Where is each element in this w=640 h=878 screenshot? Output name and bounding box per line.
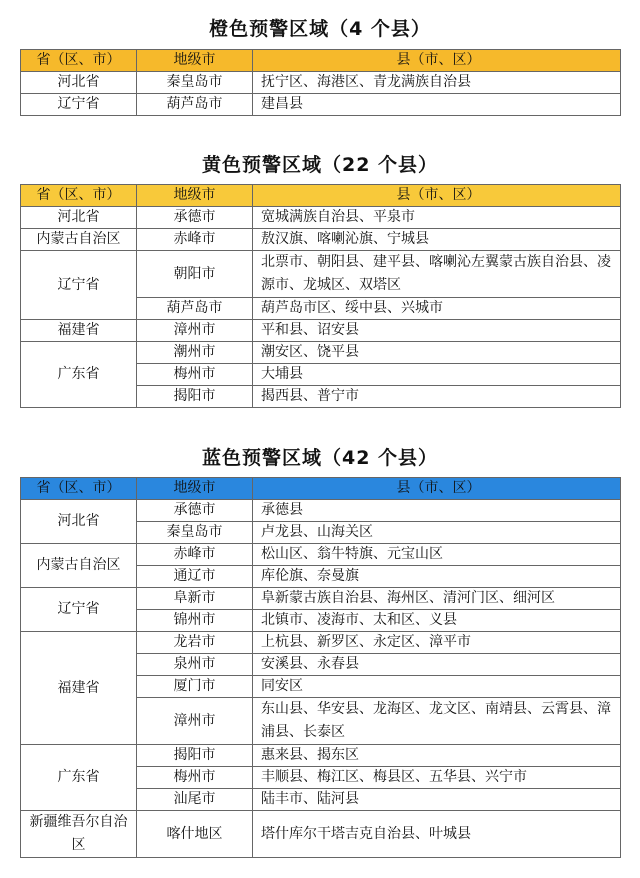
- county-cell: 安溪县、永春县: [253, 654, 621, 676]
- county-cell: 揭西县、普宁市: [253, 386, 621, 408]
- table-row: [21, 632, 621, 654]
- orange-section-title: 橙色预警区域（4 个县）: [209, 18, 431, 40]
- header-county: 县（市、区）: [253, 50, 621, 72]
- city-cell: 葫芦岛市: [137, 94, 253, 116]
- city-cell: 喀什地区: [137, 811, 253, 858]
- city-cell: 潮州市: [137, 342, 253, 364]
- city-cell: 龙岩市: [137, 632, 253, 654]
- province-cell: 内蒙古自治区: [21, 229, 137, 251]
- province-cell: 河北省: [21, 207, 137, 229]
- city-cell: 承德市: [137, 207, 253, 229]
- table-header-row: [21, 185, 621, 207]
- county-cell: 惠来县、揭东区: [253, 745, 621, 767]
- province-cell: 辽宁省: [21, 94, 137, 116]
- county-cell: 北镇市、凌海市、太和区、义县: [253, 610, 621, 632]
- table-row: [21, 544, 621, 566]
- city-cell: 揭阳市: [137, 745, 253, 767]
- county-cell: 北票市、朝阳县、建平县、喀喇沁左翼蒙古族自治县、凌源市、龙城区、双塔区: [253, 251, 621, 298]
- county-cell: 东山县、华安县、龙海区、龙文区、南靖县、云霄县、漳浦县、长泰区: [253, 698, 621, 745]
- province-cell: 河北省: [21, 72, 137, 94]
- table-header-row: [21, 478, 621, 500]
- table-row: [21, 229, 621, 251]
- city-cell: 揭阳市: [137, 386, 253, 408]
- yellow-section-title: 黄色预警区域（22 个县）: [201, 154, 439, 176]
- orange-warning-table: [20, 49, 621, 116]
- province-cell: 广东省: [21, 342, 137, 408]
- blue-warning-table: [20, 477, 621, 858]
- header-province: 省（区、市）: [21, 50, 137, 72]
- city-cell: 漳州市: [137, 698, 253, 745]
- city-cell: 阜新市: [137, 588, 253, 610]
- county-cell: 上杭县、新罗区、永定区、漳平市: [253, 632, 621, 654]
- county-cell: 潮安区、饶平县: [253, 342, 621, 364]
- county-cell: 松山区、翁牛特旗、元宝山区: [253, 544, 621, 566]
- city-cell: 秦皇岛市: [137, 72, 253, 94]
- county-cell: 抚宁区、海港区、青龙满族自治县: [253, 72, 621, 94]
- county-cell: 丰顺县、梅江区、梅县区、五华县、兴宁市: [253, 767, 621, 789]
- table-row: [21, 320, 621, 342]
- county-cell: 同安区: [253, 676, 621, 698]
- city-cell: 泉州市: [137, 654, 253, 676]
- county-cell: 大埔县: [253, 364, 621, 386]
- city-cell: 厦门市: [137, 676, 253, 698]
- header-city: 地级市: [137, 478, 253, 500]
- city-cell: 葫芦岛市: [137, 298, 253, 320]
- header-county: 县（市、区）: [253, 478, 621, 500]
- county-cell: 陆丰市、陆河县: [253, 789, 621, 811]
- province-cell: 辽宁省: [21, 588, 137, 632]
- province-cell: 内蒙古自治区: [21, 544, 137, 588]
- county-cell: 建昌县: [253, 94, 621, 116]
- city-cell: 漳州市: [137, 320, 253, 342]
- table-header-row: [21, 50, 621, 72]
- county-cell: 敖汉旗、喀喇沁旗、宁城县: [253, 229, 621, 251]
- county-cell: 承德县: [253, 500, 621, 522]
- blue-section-title: 蓝色预警区域（42 个县）: [201, 447, 439, 469]
- city-cell: 梅州市: [137, 364, 253, 386]
- county-cell: 葫芦岛市区、绥中县、兴城市: [253, 298, 621, 320]
- province-cell: 广东省: [21, 745, 137, 811]
- table-row: [21, 588, 621, 610]
- table-row: [21, 500, 621, 522]
- header-city: 地级市: [137, 185, 253, 207]
- table-row: [21, 811, 621, 858]
- city-cell: 朝阳市: [137, 251, 253, 298]
- province-cell: 辽宁省: [21, 251, 137, 320]
- table-row: [21, 207, 621, 229]
- table-row: [21, 745, 621, 767]
- province-cell: 新疆维吾尔自治区: [21, 811, 137, 858]
- header-province: 省（区、市）: [21, 478, 137, 500]
- table-row: [21, 72, 621, 94]
- city-cell: 锦州市: [137, 610, 253, 632]
- header-province: 省（区、市）: [21, 185, 137, 207]
- county-cell: 平和县、诏安县: [253, 320, 621, 342]
- county-cell: 宽城满族自治县、平泉市: [253, 207, 621, 229]
- city-cell: 秦皇岛市: [137, 522, 253, 544]
- city-cell: 赤峰市: [137, 544, 253, 566]
- city-cell: 承德市: [137, 500, 253, 522]
- city-cell: 汕尾市: [137, 789, 253, 811]
- header-city: 地级市: [137, 50, 253, 72]
- county-cell: 阜新蒙古族自治县、海州区、清河门区、细河区: [253, 588, 621, 610]
- county-cell: 卢龙县、山海关区: [253, 522, 621, 544]
- yellow-warning-table: [20, 184, 621, 408]
- city-cell: 赤峰市: [137, 229, 253, 251]
- header-county: 县（市、区）: [253, 185, 621, 207]
- province-cell: 福建省: [21, 320, 137, 342]
- province-cell: 福建省: [21, 632, 137, 745]
- county-cell: 塔什库尔干塔吉克自治县、叶城县: [253, 811, 621, 858]
- table-row: [21, 342, 621, 364]
- city-cell: 通辽市: [137, 566, 253, 588]
- province-cell: 河北省: [21, 500, 137, 544]
- table-row: [21, 251, 621, 298]
- city-cell: 梅州市: [137, 767, 253, 789]
- table-row: [21, 94, 621, 116]
- county-cell: 库伦旗、奈曼旗: [253, 566, 621, 588]
